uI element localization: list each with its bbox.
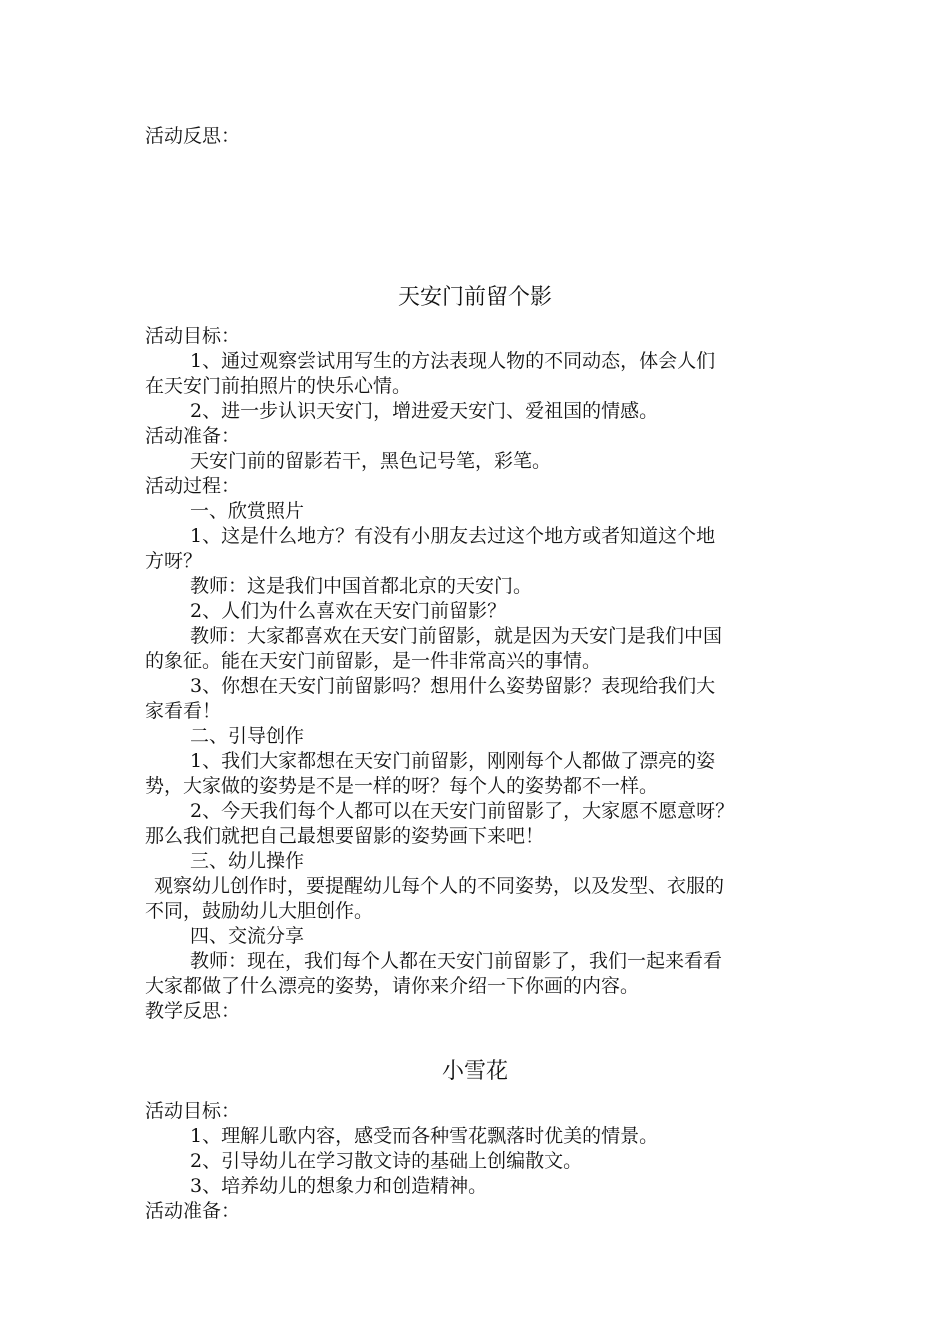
operation-line-b: 不同，鼓励幼儿大胆创作。 <box>145 900 374 922</box>
step-2-heading: 二、引导创作 <box>190 725 305 747</box>
step-1-heading: 一、欣赏照片 <box>190 500 305 522</box>
prep-label-2: 活动准备： <box>145 1200 241 1222</box>
answer-1: 教师：这是我们中国首都北京的天安门。 <box>190 575 533 597</box>
teaching-reflection-label: 教学反思： <box>145 1000 241 1022</box>
goal-1-line-a: 1、通过观察尝试用写生的方法表现人物的不同动态，体会人们 <box>190 350 716 372</box>
operation-line-a: 观察幼儿创作时，要提醒幼儿每个人的不同姿势，以及发型、衣服的 <box>154 875 725 897</box>
question-2: 2、人们为什么喜欢在天安门前留影？ <box>190 600 507 622</box>
goal-2-3: 3、培养幼儿的想象力和创造精神。 <box>190 1175 488 1197</box>
lesson-title-snowflake: 小雪花 <box>441 1059 508 1084</box>
prep-label: 活动准备： <box>145 425 241 447</box>
question-1-line-a: 1、这是什么地方？有没有小朋友去过这个地方或者知道这个地 <box>190 525 716 547</box>
goals-label: 活动目标： <box>145 325 241 347</box>
question-3-line-b: 家看看！ <box>145 700 222 722</box>
goals-label-2: 活动目标： <box>145 1100 241 1122</box>
guide-1-line-b: 势，大家做的姿势是不是一样的呀？每个人的姿势都不一样。 <box>145 775 659 797</box>
step-4-heading: 四、交流分享 <box>190 925 305 947</box>
prep-text: 天安门前的留影若干，黑色记号笔，彩笔。 <box>190 450 552 472</box>
reflection-label-0: 活动反思： <box>145 125 241 147</box>
process-label: 活动过程： <box>145 475 241 497</box>
step-3-heading: 三、幼儿操作 <box>190 850 305 872</box>
goal-2-1: 1、理解儿歌内容，感受而各种雪花飘落时优美的情景。 <box>190 1125 659 1147</box>
answer-2-line-b: 的象征。能在天安门前留影，是一件非常高兴的事情。 <box>145 650 602 672</box>
goal-2-2: 2、引导幼儿在学习散文诗的基础上创编散文。 <box>190 1150 583 1172</box>
goal-2: 2、进一步认识天安门，增进爱天安门、爱祖国的情感。 <box>190 400 659 422</box>
guide-2-line-b: 那么我们就把自己最想要留影的姿势画下来吧！ <box>145 825 545 847</box>
guide-1-line-a: 1、我们大家都想在天安门前留影，刚刚每个人都做了漂亮的姿 <box>190 750 716 772</box>
answer-2-line-a: 教师：大家都喜欢在天安门前留影，就是因为天安门是我们中国 <box>190 625 723 647</box>
lesson-title-tiananmen: 天安门前留个影 <box>397 285 552 310</box>
question-3-line-a: 3、你想在天安门前留影吗？想用什么姿势留影？表现给我们大 <box>190 675 716 697</box>
share-line-b: 大家都做了什么漂亮的姿势，请你来介绍一下你画的内容。 <box>145 975 640 997</box>
question-1-line-b: 方呀？ <box>145 550 203 572</box>
guide-2-line-a: 2、今天我们每个人都可以在天安门前留影了，大家愿不愿意呀？ <box>190 800 735 822</box>
goal-1-line-b: 在天安门前拍照片的快乐心情。 <box>145 375 412 397</box>
share-line-a: 教师：现在，我们每个人都在天安门前留影了，我们一起来看看 <box>190 950 723 972</box>
